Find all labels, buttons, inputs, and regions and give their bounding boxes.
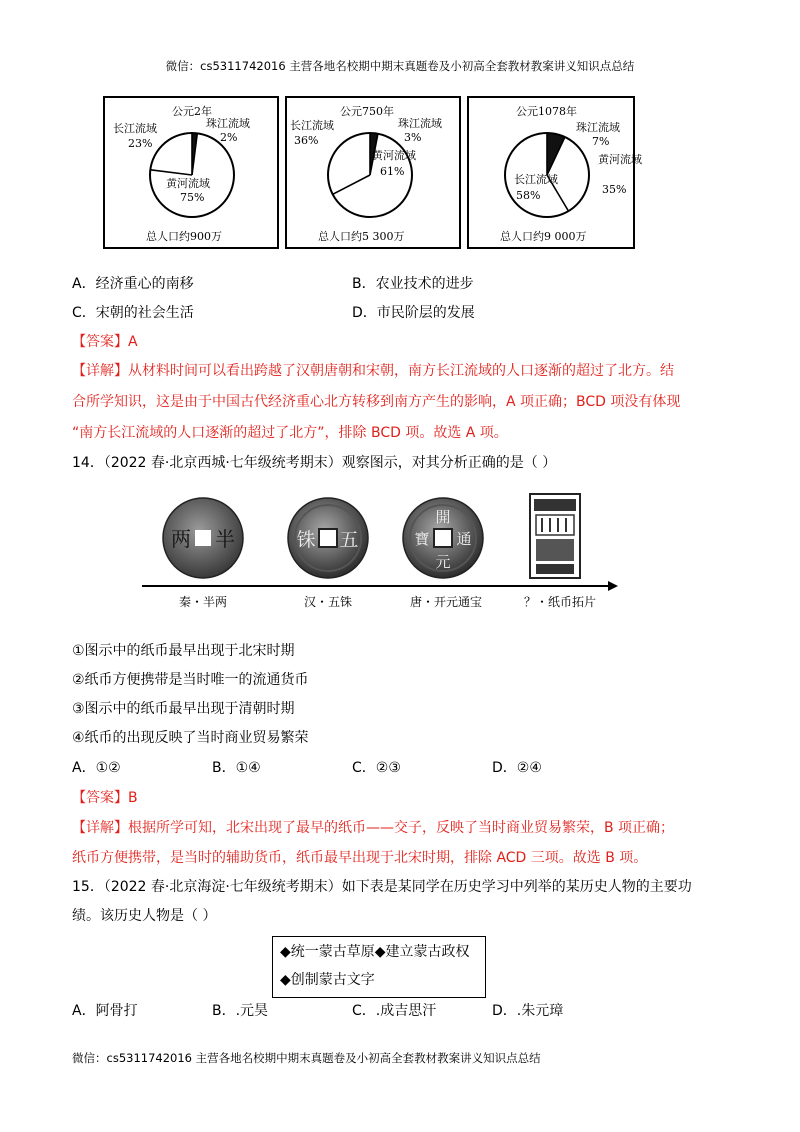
pie-value: 7% [592, 135, 610, 148]
coin-char: 两 [171, 527, 191, 551]
pie-label: 长江流域 [514, 173, 558, 186]
pie-total: 总人口约5 300万 [318, 230, 405, 243]
timeline-arrowhead [608, 581, 618, 591]
coin-banliang [163, 498, 243, 578]
q14-stem: 14．（2022 春·北京西城·七年级统考期末）观察图示，对其分析正确的是（ ） [72, 455, 557, 471]
pie-label: 珠江流域 [206, 117, 250, 130]
q13-option-d: D．市民阶层的发展 [352, 305, 475, 321]
q14-detail-line: 【详解】根据所学可知，北宋出现了最早的纸币——交子，反映了当时商业贸易繁荣，B 项正确； [72, 820, 675, 836]
q13-option-a: A．经济重心的南移 [72, 276, 194, 292]
pie-total: 总人口约9 000万 [500, 230, 587, 243]
coin-caption: 汉・五铢 [303, 595, 353, 609]
page-header: 微信：cs5311742016 主营各地名校期中期末真题卷及小初高全套教材教案讲义知识点总结 [165, 59, 635, 73]
table-row: ◆统一蒙古草原◆建立蒙古政权 [280, 944, 470, 960]
pie-label: 长江流域 [290, 119, 334, 132]
coin-caption: 唐・开元通宝 [409, 595, 483, 609]
pie-label: 黄河流域 [372, 149, 416, 162]
achievements-table [272, 936, 486, 998]
coin-caption: ？・纸币拓片 [523, 595, 597, 609]
pie-label: 珠江流域 [398, 117, 442, 130]
coin-char: 元 [435, 553, 451, 571]
q14-item: ②纸币方便携带是当时唯一的流通货币 [72, 672, 309, 688]
pie-label: 长江流域 [113, 122, 157, 135]
q14-item: ④纸币的出现反映了当时商业贸易繁荣 [72, 730, 309, 746]
pie-label: 黄河流域 [598, 153, 642, 166]
coin-char: 半 [215, 527, 235, 551]
q13-option-c: C．宋朝的社会生活 [72, 305, 194, 321]
pie-value: 35% [602, 183, 627, 196]
currency-timeline-figure [140, 490, 620, 612]
q13-detail-line: 合所学知识，这是由于中国古代经济重心北方转移到南方产生的影响，A 项正确；BCD 项没有体现 [72, 394, 681, 410]
pie-value: 36% [294, 134, 319, 147]
pie-label: 黄河流域 [166, 177, 210, 190]
coin-wuzhu [288, 498, 368, 578]
q14-detail-line: 纸币方便携带，是当时的辅助货币，纸币最早出现于北宋时期，排除 ACD 三项。故选 B 项。 [72, 850, 648, 866]
pie-value: 3% [404, 131, 422, 144]
q14-option-c: C．②③ [352, 760, 401, 776]
q15-stem-line: 绩。该历史人物是（ ） [72, 908, 217, 924]
pie-year: 公元2年 [172, 105, 212, 118]
q13-detail-line: “南方长江流域的人口逐渐的超过了北方”，排除 BCD 项。故选 A 项。 [72, 425, 508, 441]
pie-label: 珠江流域 [576, 121, 620, 134]
q13-answer: 【答案】A [72, 334, 138, 350]
q15-option-c: C．.成吉思汗 [352, 1003, 437, 1019]
q15-option-d: D．.朱元璋 [492, 1003, 564, 1019]
coin-char: 铢 [296, 529, 316, 551]
pie-value: 2% [220, 131, 238, 144]
coin-char: 通 [456, 530, 472, 548]
q15-option-a: A．阿骨打 [72, 1003, 138, 1019]
q14-item: ③图示中的纸币最早出现于清朝时期 [72, 701, 295, 717]
q14-option-b: B．①④ [212, 760, 261, 776]
q13-detail-line: 【详解】从材料时间可以看出跨越了汉朝唐朝和宋朝，南方长江流域的人口逐渐的超过了北方。结 [72, 363, 674, 379]
pie-value: 23% [128, 137, 153, 150]
q14-option-d: D．②④ [492, 760, 542, 776]
paper-note-rubbing [530, 494, 580, 578]
coin-char: 寶 [414, 530, 430, 548]
q15-option-b: B．.元昊 [212, 1003, 269, 1019]
coin-caption: 秦・半两 [178, 595, 228, 609]
page-footer: 微信：cs5311742016 主营各地名校期中期末真题卷及小初高全套教材教案讲义知识点总结 [72, 1051, 541, 1065]
population-pie-figure [102, 95, 642, 250]
pie-value: 58% [516, 189, 541, 202]
q14-item: ①图示中的纸币最早出现于北宋时期 [72, 643, 295, 659]
q14-option-a: A．①② [72, 760, 121, 776]
coin-char: 五 [339, 529, 359, 551]
pie-year: 公元750年 [340, 105, 394, 118]
pie-value: 75% [180, 191, 205, 204]
pie-value: 61% [380, 165, 405, 178]
q15-stem-line: 15．（2022 春·北京海淀·七年级统考期末）如下表是某同学在历史学习中列举的某历史人物的主要功 [72, 879, 692, 895]
pie-year: 公元1078年 [516, 105, 577, 118]
coin-kaiyuan-tongbao [403, 498, 483, 578]
pie-total: 总人口约900万 [146, 230, 222, 243]
pie-panel-1078 [468, 97, 642, 248]
q13-option-b: B．农业技术的进步 [352, 276, 474, 292]
pie-panel-2 [104, 97, 278, 248]
pie-frame [104, 97, 278, 248]
q14-answer: 【答案】B [72, 790, 138, 806]
table-row: ◆创制蒙古文字 [280, 972, 375, 988]
pie-panel-750 [286, 97, 460, 248]
coin-char: 開 [435, 508, 451, 526]
